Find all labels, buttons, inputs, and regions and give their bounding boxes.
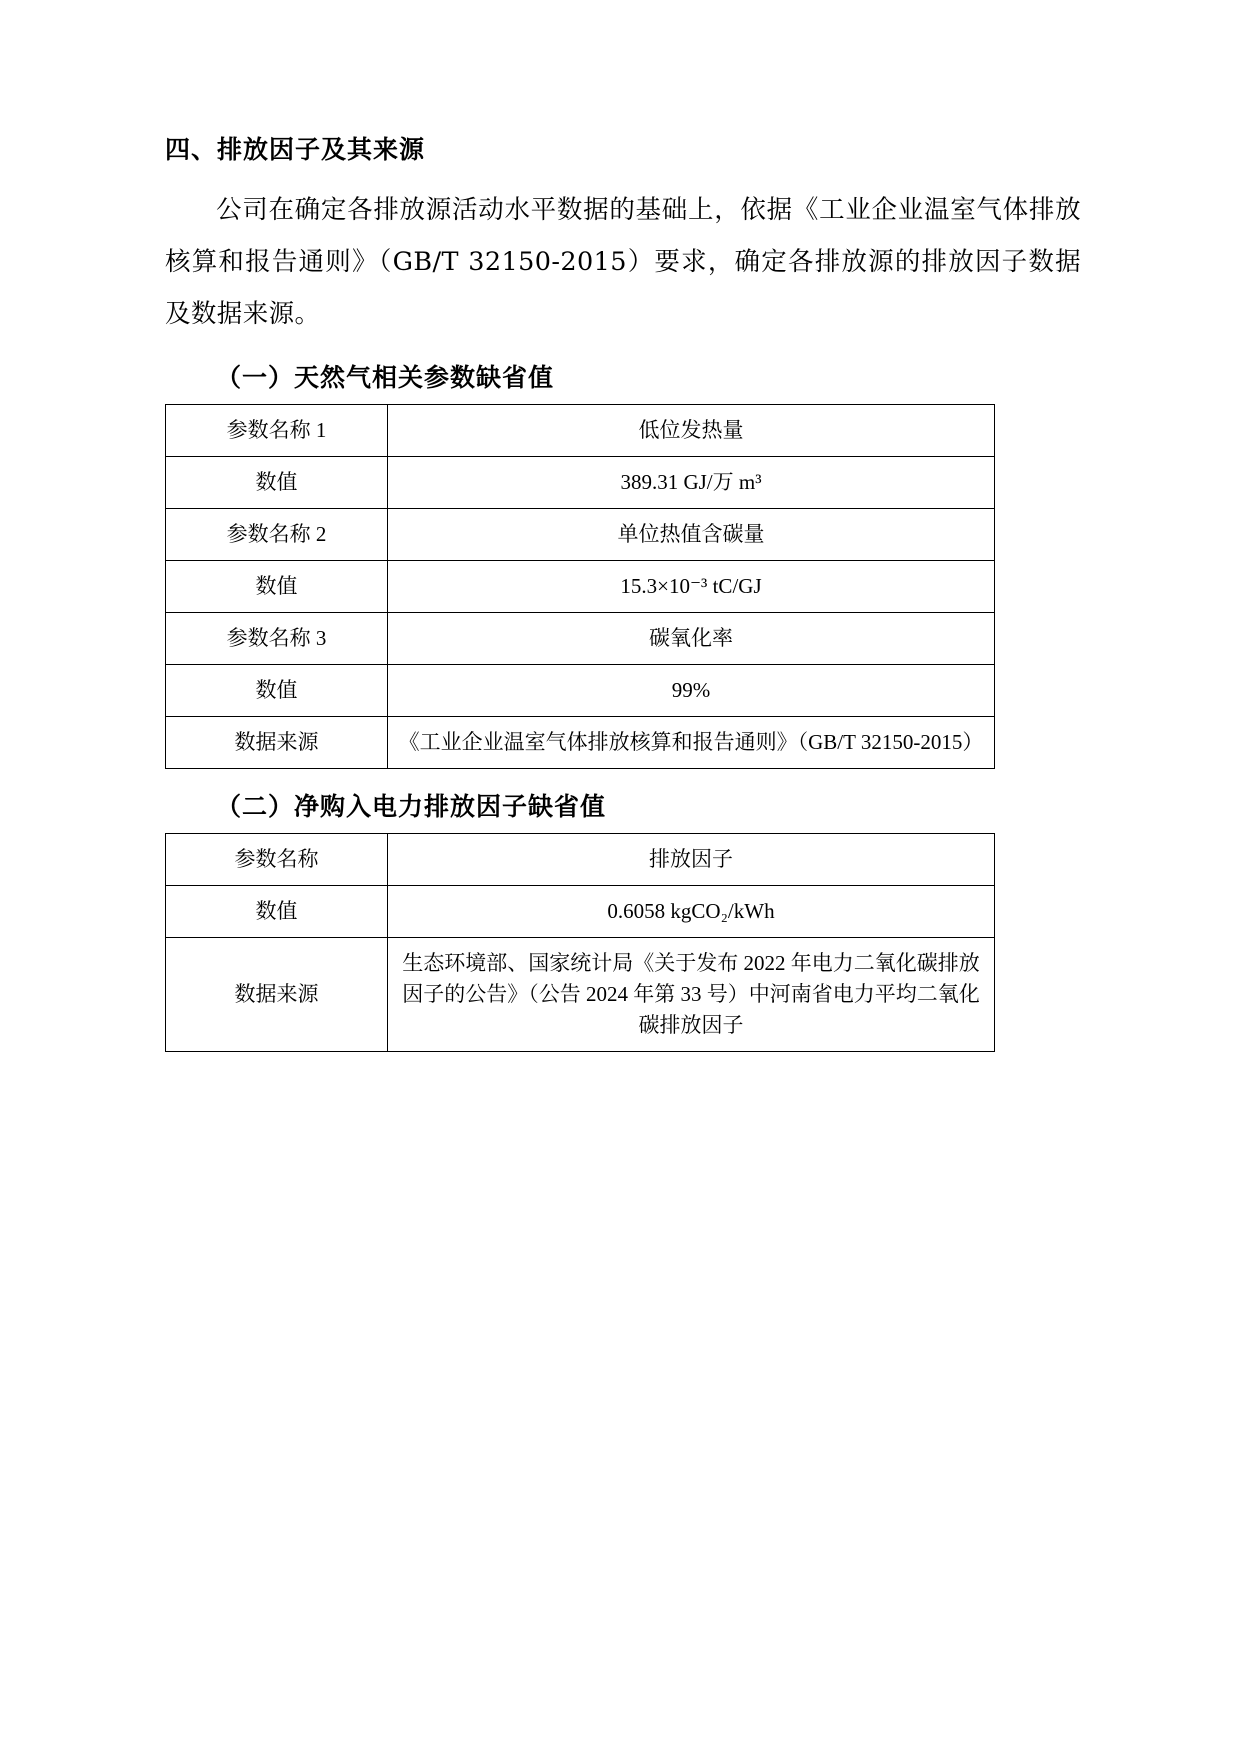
param-label: 参数名称 1 [166,405,388,457]
param-label: 数值 [166,457,388,509]
table-row [166,665,995,717]
electricity-factor-table [165,833,995,1052]
subsection-heading-natural-gas: （一）天然气相关参数缺省值 [216,363,555,392]
table-row [166,509,995,561]
param-label: 数值 [166,561,388,613]
param-label: 数值 [166,886,388,938]
subsection-heading-electricity: （二）净购入电力排放因子缺省值 [216,792,607,821]
param-value: 0.6058 kgCO₂/kWh [388,886,995,938]
param-value: 碳氧化率 [388,613,995,665]
table-row [166,405,995,457]
param-label: 参数名称 2 [166,509,388,561]
param-value: 389.31 GJ/万 m³ [388,457,995,509]
param-value: 低位发热量 [388,405,995,457]
param-label: 数据来源 [166,938,388,1052]
param-label: 参数名称 3 [166,613,388,665]
table-row [166,834,995,886]
table-row [166,717,995,769]
table-row [166,561,995,613]
natural-gas-parameters-table [165,404,995,769]
param-value: 排放因子 [388,834,995,886]
electricity-factor-table-wrapper [165,833,1081,1052]
table-row [166,457,995,509]
param-value: 单位热值含碳量 [388,509,995,561]
param-value: 15.3×10⁻³ tC/GJ [388,561,995,613]
intro-paragraph: 公司在确定各排放源活动水平数据的基础上，依据《工业企业温室气体排放核算和报告通则》（GB/T 32150-2015）要求，确定各排放源的排放因子数据及数据来源。 [165,195,1081,329]
table-row [166,613,995,665]
param-label: 数据来源 [166,717,388,769]
param-label: 参数名称 [166,834,388,886]
param-label: 数值 [166,665,388,717]
param-value: 99% [388,665,995,717]
natural-gas-parameters-table-wrapper [165,404,1081,769]
table-row [166,938,995,1052]
section-heading: 四、排放因子及其来源 [165,135,426,164]
table-row [166,886,995,938]
param-value: 《工业企业温室气体排放核算和报告通则》（GB/T 32150-2015） [388,717,995,769]
param-value: 生态环境部、国家统计局《关于发布 2022 年电力二氧化碳排放因子的公告》（公告 2024 年第 33 号）中河南省电力平均二氧化碳排放因子 [388,938,995,1052]
